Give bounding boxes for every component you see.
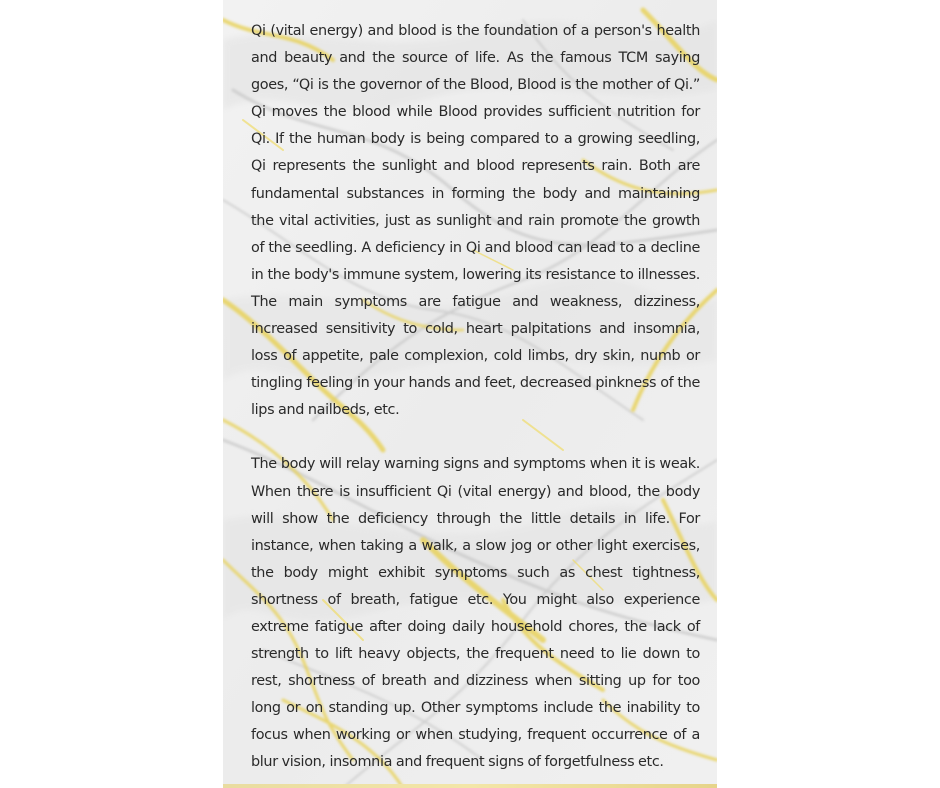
article-body [251, 18, 700, 777]
paragraph-qi-and-blood: Qi (vital energy) and blood is the foundation of a person's health and beauty and the source of life. As the famous TCM saying goes, “Qi is the governor of the Blood, Blood is the mother of Qi.” Qi moves the blood while Blood provides sufficient nutrition for Qi. If the human body is being compared to a growing seedling, Qi represents the sunlight and blood represents rain. Both are fundamental substances in forming the body and maintaining the vital activities, just as sunlight and rain promote the growth of the seedling. A deficiency in Qi and blood can lead to a decline in the body's immune system, lowering its resistance to illnesses. The main symptoms are fatigue and weakness, dizziness, increased sensitivity to cold, heart palpitations and insomnia, loss of appetite, pale complexion, cold limbs, dry skin, numb or tingling feeling in your hands and feet, decreased pinkness of the lips and nailbeds, etc. [251, 23, 700, 419]
gold-bottom-border [223, 784, 717, 788]
marble-panel [223, 0, 717, 788]
paragraph-warning-signs: The body will relay warning signs and symptoms when it is weak. When there is insufficient Qi (vital energy) and blood, the body will show the deficiency through the little details in life. For instance, when taking a walk, a slow jog or other light exercises, the body might exhibit symptoms such as chest tightness, shortness of breath, fatigue etc. You might also experience extreme fatigue after doing daily household chores, the lack of strength to lift heavy objects, the frequent need to lie down to rest, shortness of breath and dizziness when sitting up for too long or on standing up. Other symptoms include the inability to focus when working or when studying, frequent occurrence of a blur vision, insomnia and frequent signs of forgetfulness etc. [251, 456, 700, 771]
